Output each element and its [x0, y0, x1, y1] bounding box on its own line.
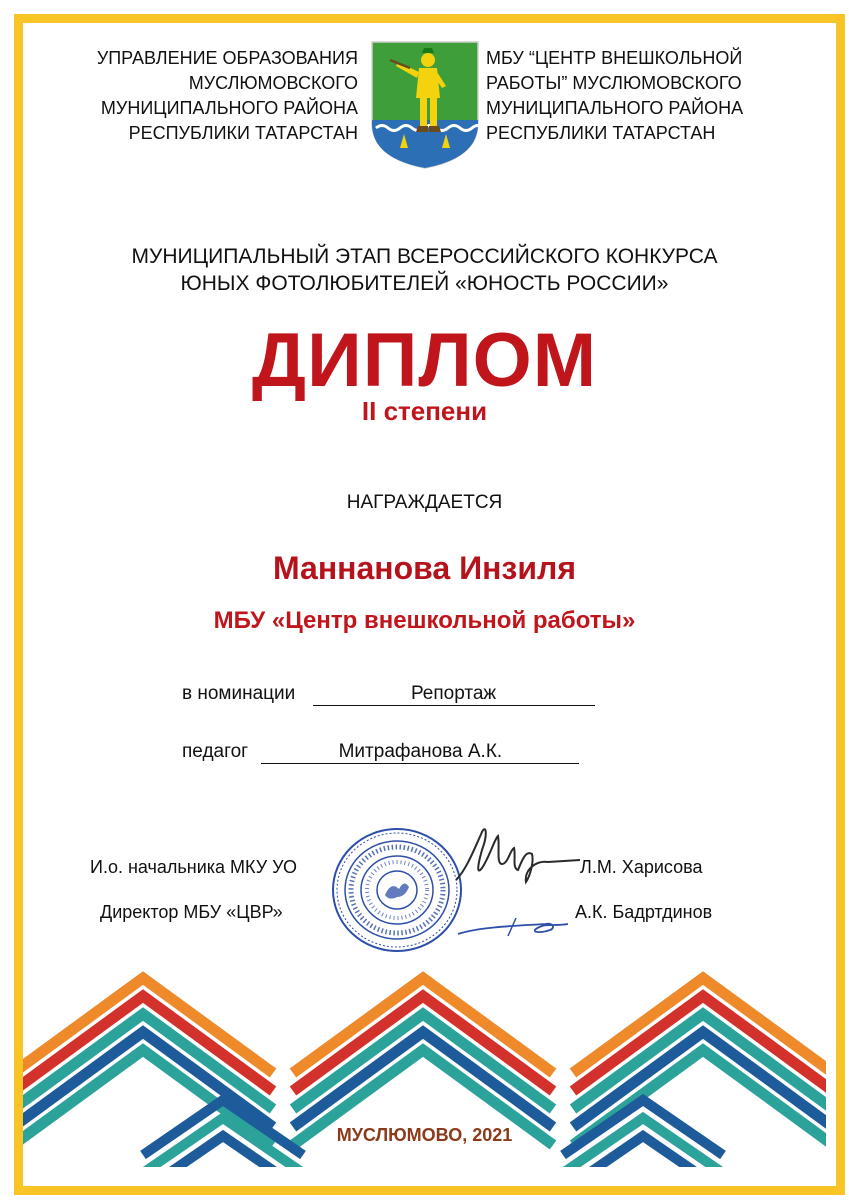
signatory-2-role: Директор МБУ «ЦВР» — [100, 902, 283, 922]
signatory-1-role: И.о. начальника МКУ УО — [90, 857, 298, 877]
diploma-degree: II степени — [361, 396, 488, 426]
teacher-value: Митрафанова А.К. — [261, 741, 579, 764]
signatory-1-name: Л.М. Харисова — [580, 857, 703, 877]
recipient-organization: МБУ «Центр внешкольной работы» — [213, 607, 636, 634]
round-stamp-icon — [330, 825, 465, 955]
awarded-label: НАГРАЖДАЕТСЯ — [346, 492, 503, 513]
nomination-label: в номинации — [182, 683, 296, 704]
signatory-2-name: А.К. Бадртдинов — [575, 902, 713, 922]
nomination-field — [182, 683, 595, 706]
teacher-label: педагог — [182, 741, 249, 762]
coat-of-arms-icon — [370, 40, 480, 170]
recipient-name: Маннанова Инзиля — [272, 550, 576, 586]
contest-title: МУНИЦИПАЛЬНЫЙ ЭТАП ВСЕРОССИЙСКОГО КОНКУРСА ЮНЫХ ФОТОЛЮБИТЕЛЕЙ «ЮНОСТЬ РОССИИ» — [131, 245, 718, 295]
header-left-organization: УПРАВЛЕНИЕ ОБРАЗОВАНИЯ МУСЛЮМОВСКОГО МУНИЦИПАЛЬНОГО РАЙОНА РЕСПУБЛИКИ ТАТАРСТАН — [96, 48, 358, 143]
footer-place-year: МУСЛЮМОВО, 2021 — [336, 1125, 513, 1145]
diploma-title: ДИПЛОМ — [251, 318, 598, 403]
teacher-field — [182, 741, 579, 764]
signature-2-icon — [456, 910, 571, 940]
signature-1-icon — [452, 820, 582, 890]
nomination-value: Репортаж — [313, 683, 595, 706]
header-right-organization: МБУ “ЦЕНТР ВНЕШКОЛЬНОЙ РАБОТЫ” МУСЛЮМОВСКОГО МУНИЦИПАЛЬНОГО РАЙОНА РЕСПУБЛИКИ ТАТАРСТАН — [486, 48, 744, 143]
